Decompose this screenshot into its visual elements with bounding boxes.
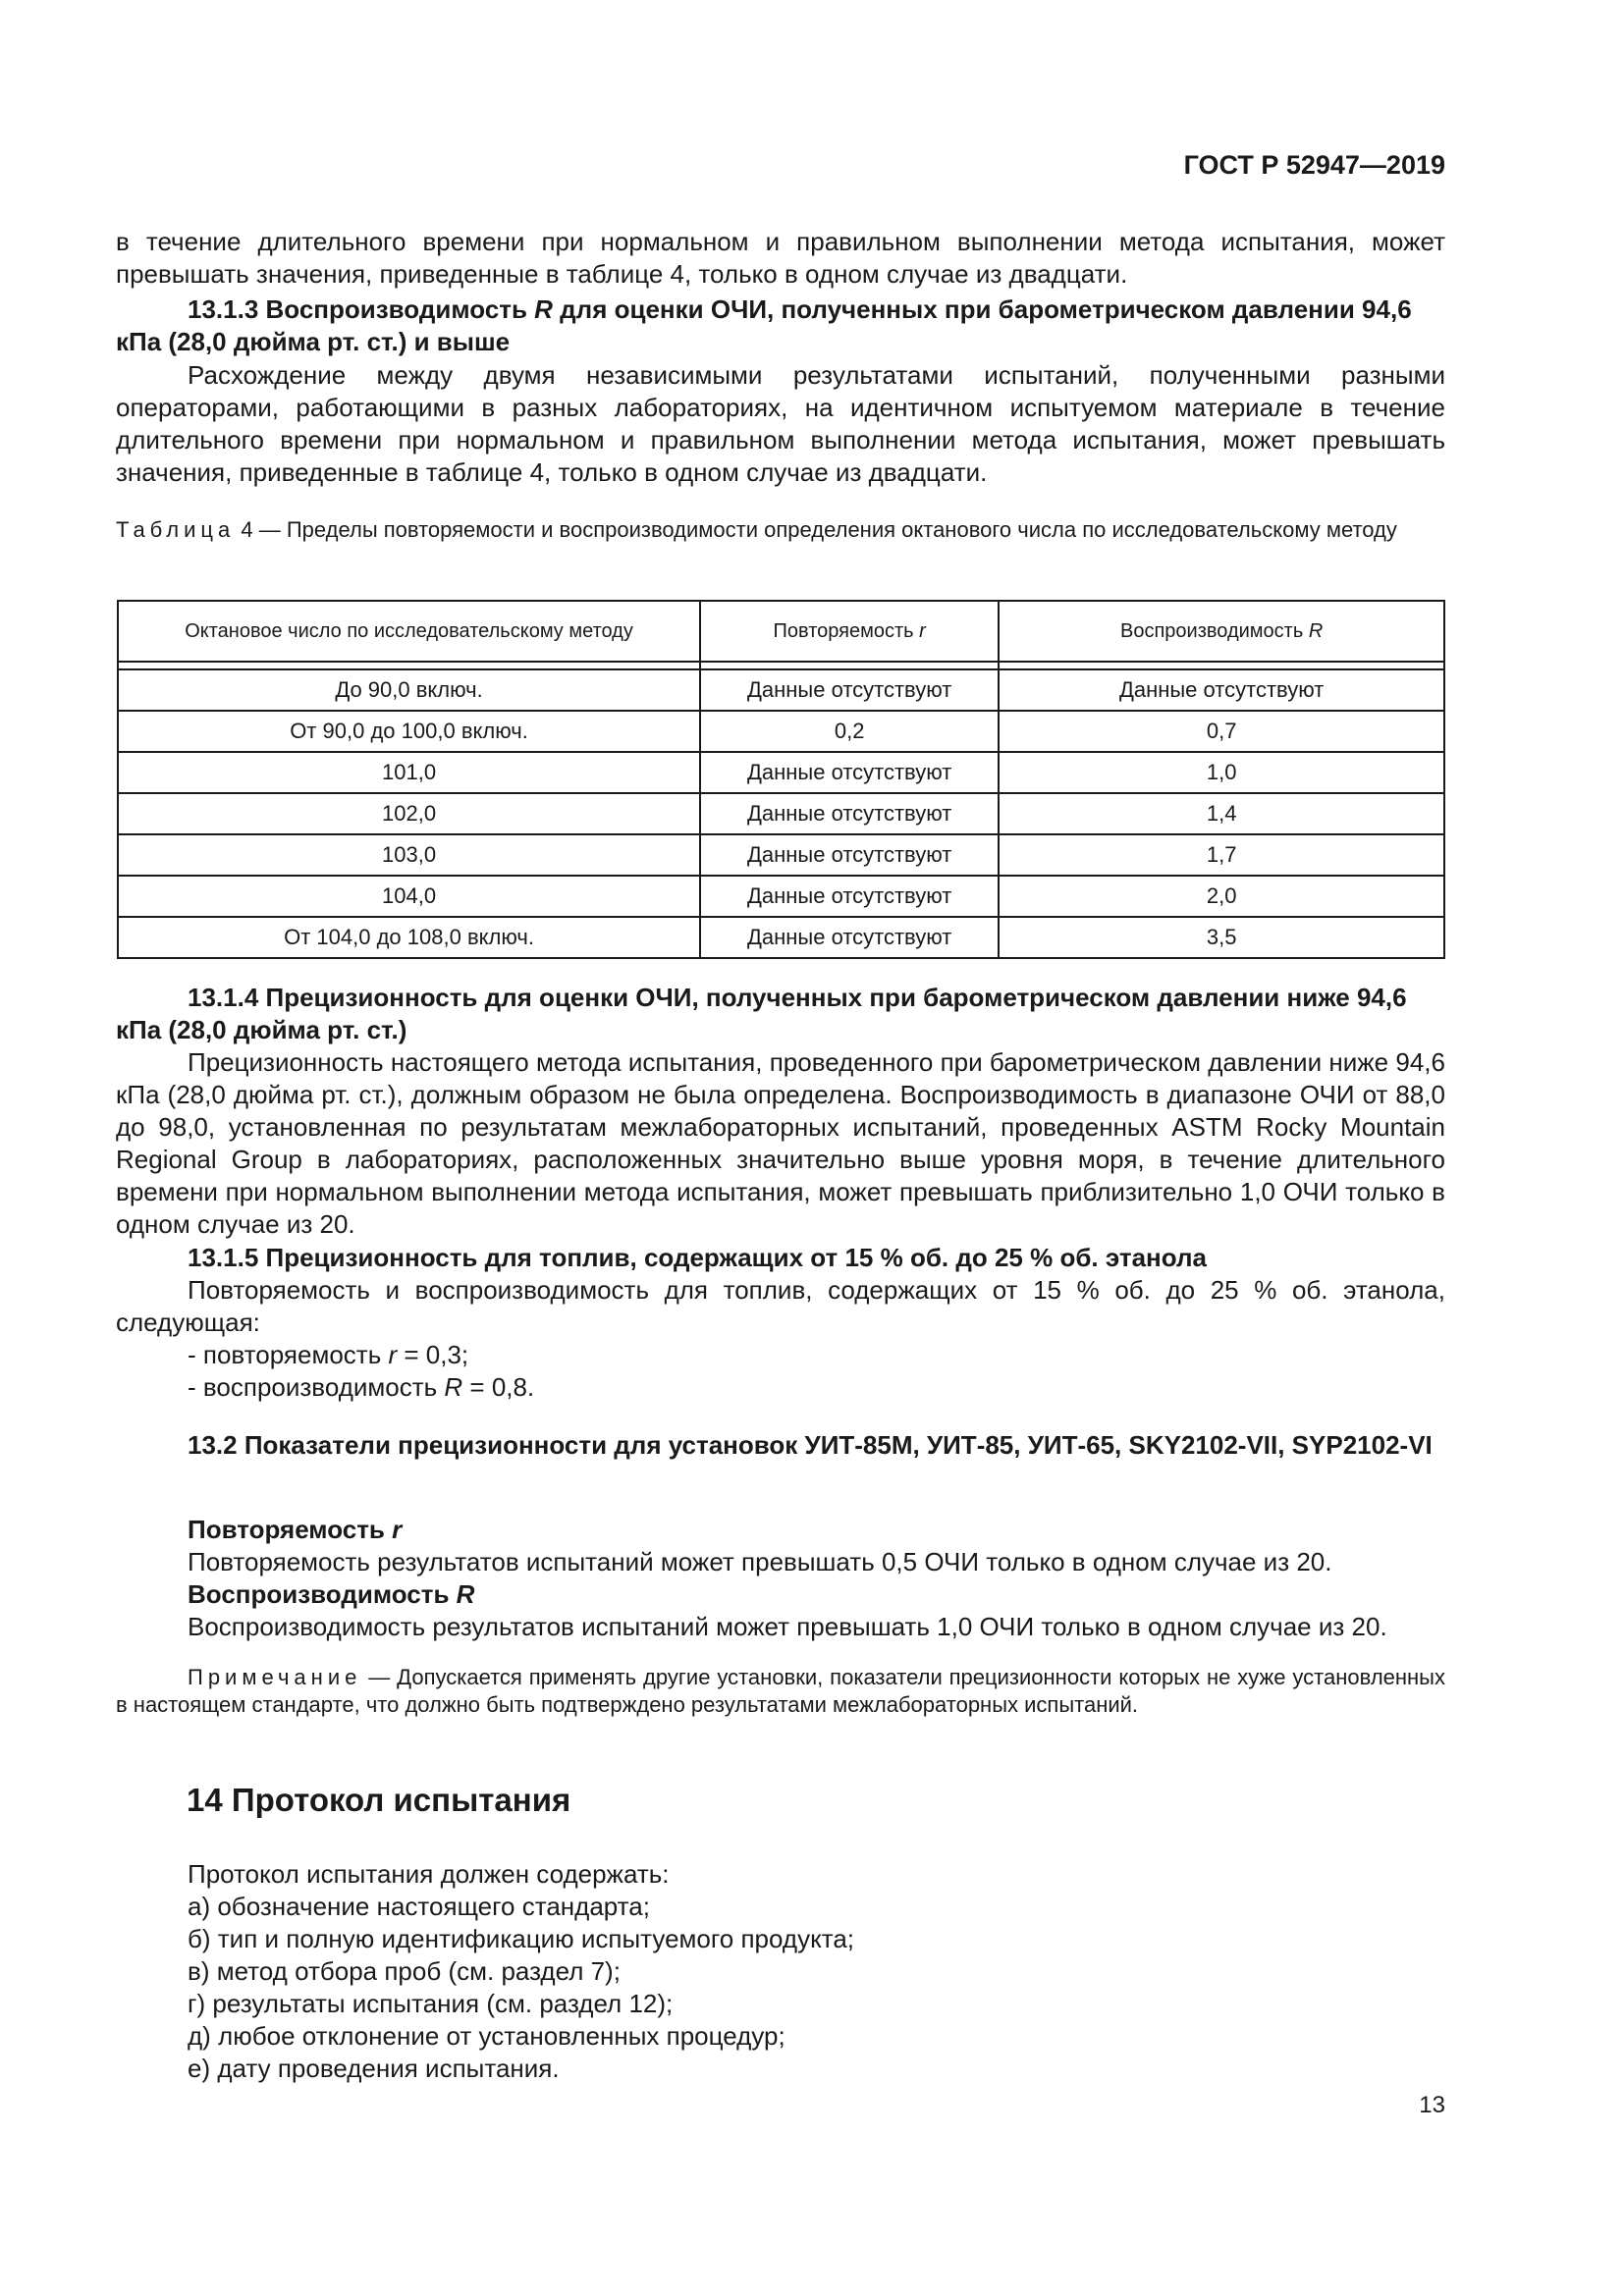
cell-R: 2,0 — [999, 876, 1444, 917]
reproducibility-heading: Воспроизводимость R — [188, 1579, 475, 1609]
table-row — [118, 711, 1444, 752]
table-row — [118, 793, 1444, 834]
cell-R: 0,7 — [999, 711, 1444, 752]
cell-r: Данные отсутствуют — [700, 917, 999, 958]
cell-ron: 101,0 — [118, 752, 700, 793]
table-header-ron: Октановое число по исследовательскому методу — [118, 601, 700, 662]
table-header-reproducibility: Воспроизводимость R — [999, 601, 1444, 662]
page-number: 13 — [1419, 2092, 1445, 2118]
cell-r: Данные отсутствуют — [700, 752, 999, 793]
cell-R: 3,5 — [999, 917, 1444, 958]
cell-ron: От 104,0 до 108,0 включ. — [118, 917, 700, 958]
cell-R: 1,4 — [999, 793, 1444, 834]
cell-R: 1,0 — [999, 752, 1444, 793]
cell-ron: От 90,0 до 100,0 включ. — [118, 711, 700, 752]
continued-paragraph: в течение длительного времени при нормальном и правильном выполнении метода испытания, может превышать значения, приведенные в таблице 4, только в одном случае из двадцати. — [116, 227, 1445, 289]
table-row — [118, 752, 1444, 793]
cell-r: Данные отсутствуют — [700, 669, 999, 711]
table-row — [118, 669, 1444, 711]
cell-r: 0,2 — [700, 711, 999, 752]
table-4-caption: Таблица 4 — Пределы повторяемости и воспроизводимости определения октанового числа по исследовательскому методу — [116, 517, 1397, 542]
list-item: г) результаты испытания (см. раздел 12); — [188, 1989, 674, 2018]
cell-r: Данные отсутствуют — [700, 876, 999, 917]
section-13-1-4-heading: 13.1.4 Прецизионность для оценки ОЧИ, полученных при барометрическом давлении ниже 94,6 кПа (28,0 дюйма рт. ст.) — [116, 983, 1407, 1044]
cell-ron: 104,0 — [118, 876, 700, 917]
table-row — [118, 834, 1444, 876]
cell-ron: До 90,0 включ. — [118, 669, 700, 711]
section-13-1-3-body: Расхождение между двумя независимыми результатами испытаний, полученными разными операторами, работающими в разных лабораториях, на идентичном испытуемом материале в течение длительного времени при нормальном и правильном выполнении метода испытания, может превышать значения, приведенные в таблице 4, только в одном случае из двадцати. — [116, 360, 1445, 487]
section-13-2-heading: 13.2 Показатели прецизионности для установок УИТ-85М, УИТ-85, УИТ-65, SKY2102-VII, SYP2102-VI — [188, 1430, 1433, 1460]
list-item: б) тип и полную идентификацию испытуемого продукта; — [188, 1924, 855, 1953]
list-item-reproducibility: - воспроизводимость R = 0,8. — [188, 1372, 535, 1402]
table-header-repeatability: Повторяемость r — [700, 601, 999, 662]
section-13-1-4-body: Прецизионность настоящего метода испытания, проведенного при барометрическом давлении ниже 94,6 кПа (28,0 дюйма рт. ст.), должным образом не была определена. Воспроизводимость в диапазоне ОЧИ от 88,0 до 98,0, установленная по результатам межлабораторных испытаний, проведенных ASTM Rocky Mountain Regional Group в лабораториях, расположенных значительно выше уровня моря, в течение длительного времени при нормальном выполнении метода испытания, может превышать приблизительно 1,0 ОЧИ только в одном случае из 20. — [116, 1047, 1445, 1239]
list-item: е) дату проведения испытания. — [188, 2054, 560, 2083]
list-item: а) обозначение настоящего стандарта; — [188, 1892, 650, 1921]
cell-r: Данные отсутствуют — [700, 793, 999, 834]
table-row — [118, 917, 1444, 958]
list-item: в) метод отбора проб (см. раздел 7); — [188, 1956, 621, 1986]
list-item-repeatability: - повторяемость r = 0,3; — [188, 1340, 469, 1369]
cell-ron: 103,0 — [118, 834, 700, 876]
reproducibility-body: Воспроизводимость результатов испытаний может превышать 1,0 ОЧИ только в одном случае из 20. — [188, 1612, 1387, 1641]
repeatability-body: Повторяемость результатов испытаний может превышать 0,5 ОЧИ только в одном случае из 20. — [188, 1547, 1332, 1576]
repeatability-heading: Повторяемость r — [188, 1515, 403, 1544]
table-4 — [117, 600, 1445, 959]
note: Примечание — Допускается применять другие установки, показатели прецизионности которых не хуже установленных в настоящем стандарте, что должно быть подтверждено результатами межлабораторных испытаний. — [116, 1665, 1445, 1717]
section-13-1-3-heading: 13.1.3 Воспроизводимость R для оценки ОЧИ, полученных при барометрическом давлении 94,6 кПа (28,0 дюйма рт. ст.) и выше — [116, 294, 1412, 356]
section-13-1-5-heading: 13.1.5 Прецизионность для топлив, содержащих от 15 % об. до 25 % об. этанола — [188, 1243, 1207, 1272]
cell-R: Данные отсутствуют — [999, 669, 1444, 711]
table-row — [118, 876, 1444, 917]
protocol-intro: Протокол испытания должен содержать: — [188, 1859, 670, 1889]
document-code: ГОСТ Р 52947—2019 — [1183, 150, 1445, 180]
list-item: д) любое отклонение от установленных процедур; — [188, 2021, 785, 2051]
cell-ron: 102,0 — [118, 793, 700, 834]
section-13-1-5-body: Повторяемость и воспроизводимость для топлив, содержащих от 15 % об. до 25 % об. этанола, следующая: — [116, 1275, 1445, 1337]
cell-R: 1,7 — [999, 834, 1444, 876]
section-14-title: 14 Протокол испытания — [187, 1782, 571, 1818]
cell-r: Данные отсутствуют — [700, 834, 999, 876]
